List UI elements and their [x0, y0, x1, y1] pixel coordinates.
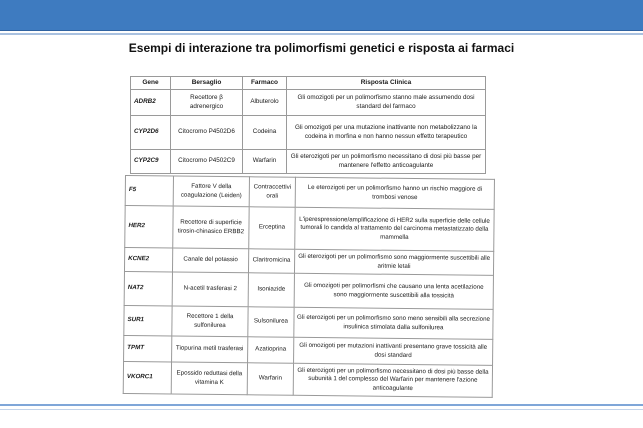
cell-target: Citocromo P4502C9 [171, 150, 243, 174]
table-row [131, 116, 486, 150]
cell-gene: KCNE2 [124, 248, 172, 273]
cell-response: Gli eterozigoti per un polimorfismo necessitano di dosi più basse della subunità 1 del complesso del Warfarin per mantenere l'azione anticoagulante [293, 363, 492, 397]
header-rule [0, 33, 643, 35]
header-bar [0, 0, 643, 31]
cell-drug: Warfarin [247, 363, 293, 395]
cell-target: Citocromo P4502D6 [171, 116, 243, 150]
cell-response: Gli eterozigoti per un polimorfismo sono meno sensibili alla secrezione insulinica stimolata dalla sulfonilurea [294, 307, 493, 339]
table-row [124, 335, 493, 365]
cell-gene: ADRB2 [131, 90, 171, 116]
cell-gene: CYP2D6 [131, 116, 171, 150]
cell-response: L'iperespressione/amplificazione di HER2 sulla superficie delle cellule tumorali lo candida al trattamento del carcinoma metastatizzato della mammella [295, 207, 494, 251]
column-header-target: Bersaglio [171, 77, 243, 90]
cell-drug: Warfarin [243, 150, 287, 174]
cell-drug: Azatioprina [248, 337, 294, 363]
cell-drug: Contraccettivi orali [249, 177, 295, 207]
cell-response: Gli omozigoti per una mutazione inattivante non metabolizzano la codeina in morfina e non hanno nessun effetto terapeutico [287, 116, 486, 150]
table-row [124, 305, 493, 339]
table-row [125, 206, 494, 252]
cell-target: Recettore di superficie tirosin-chinasico ERBB2 [173, 206, 249, 249]
cell-target: Canale del potassio [172, 248, 248, 273]
cell-target: N-acetil trasferasi 2 [172, 272, 248, 307]
cell-response: Gli omozigoti per un polimorfismo stanno male assumendo dosi standard del farmaco [287, 90, 486, 116]
cell-drug: Isoniazide [248, 273, 294, 307]
table-header-row [131, 77, 486, 90]
cell-gene: NAT2 [124, 271, 172, 306]
cell-gene: SUR1 [124, 305, 172, 336]
table-row [124, 271, 493, 309]
cell-response: Le eterozigoti per un polimorfismo hanno un rischio maggiore di trombosi venose [295, 177, 494, 209]
cell-response: Gli eterozigoti per un polimorfismo sono maggiormente suscettibili alle aritmie letali [294, 249, 493, 275]
cell-target: Fattore V della coagulazione (Leiden) [173, 176, 249, 207]
table-row [131, 90, 486, 116]
footer-rule-thin [0, 409, 643, 410]
column-header-drug: Farmaco [243, 77, 287, 90]
cell-target: Tiopurina metil trasferasi [172, 336, 248, 363]
cell-drug: Albuterolo [243, 90, 287, 116]
cell-gene: F5 [125, 176, 173, 207]
cell-response: Gli omozigoti per polimorfismi che causano una lenta acetilazione sono maggiormente suscettibili alla tossicità [294, 273, 493, 309]
slide-title: Esempi di interazione tra polimorfismi genetici e risposta ai farmaci [128, 41, 515, 55]
footer-rule [0, 404, 643, 406]
cell-response: Gli eterozigoti per un polimorfismo necessitano di dosi più basse per mantenere l'effetto anticoagulante [287, 150, 486, 174]
cell-target: Recettore β adrenergico [171, 90, 243, 116]
table-row [125, 176, 494, 210]
pharmacogenetics-table-bottom [123, 175, 495, 398]
table-row [123, 361, 492, 397]
pharmacogenetics-table-top [130, 76, 486, 174]
cell-drug: Codeina [243, 116, 287, 150]
cell-drug: Erceptina [249, 207, 295, 249]
cell-response: Gli omozigoti per mutazioni inattivanti presentano grave tossicità alle dosi standard [294, 337, 493, 365]
cell-drug: Sulsonilurea [248, 307, 294, 337]
cell-gene: VKORC1 [123, 361, 171, 394]
cell-gene: TPMT [124, 335, 172, 362]
column-header-response: Risposta Clinica [287, 77, 486, 90]
cell-gene: HER2 [125, 206, 173, 249]
cell-drug: Claritromicina [248, 249, 294, 273]
cell-target: Recettore 1 della sulfonilurea [172, 306, 248, 337]
cell-target: Epossido reduttasi della vitamina K [171, 362, 247, 395]
column-header-gene: Gene [131, 77, 171, 90]
table-row [131, 150, 486, 174]
cell-gene: CYP2C9 [131, 150, 171, 174]
